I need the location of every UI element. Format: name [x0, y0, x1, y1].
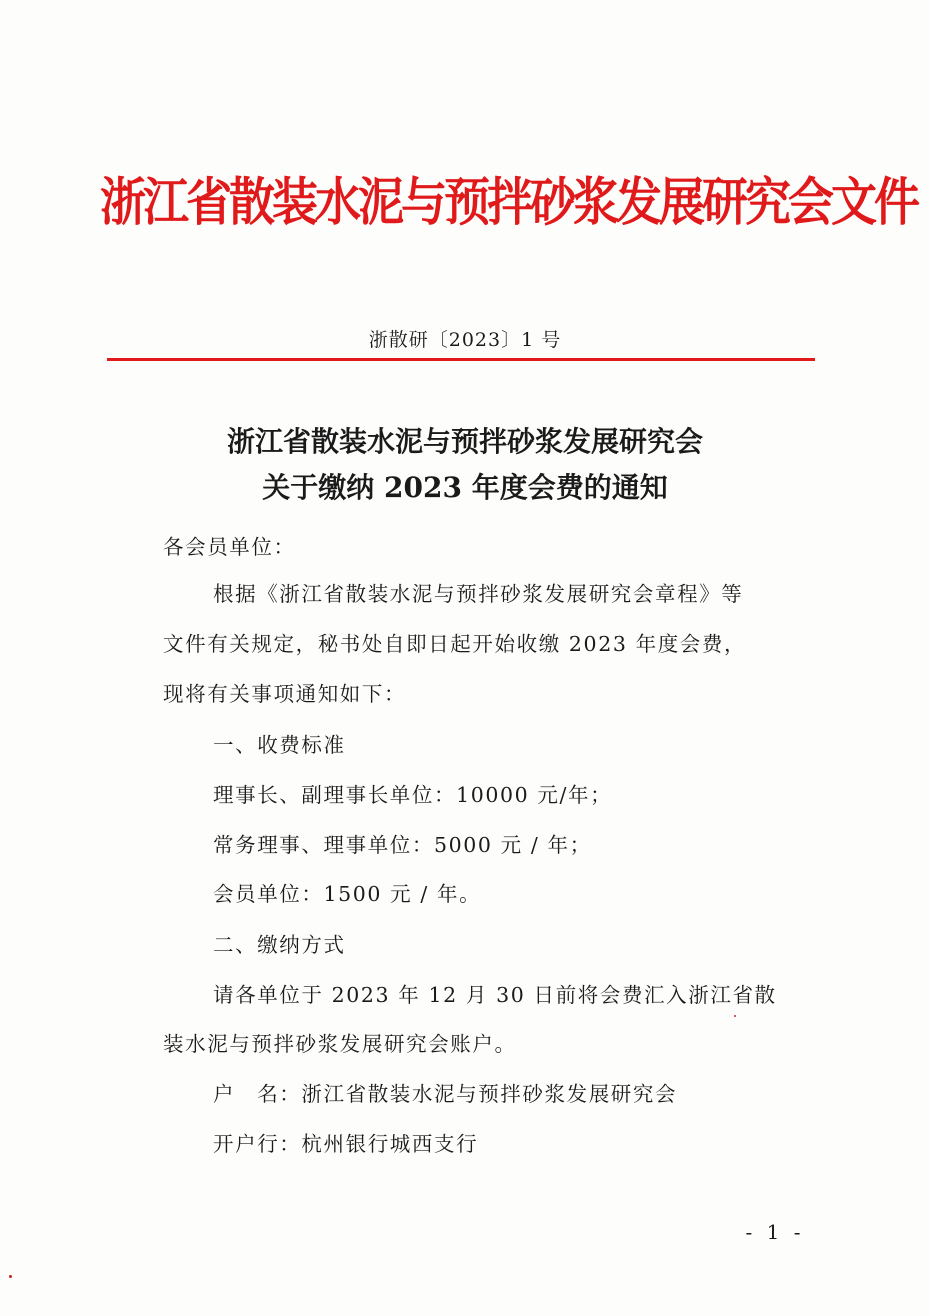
payment-line-2: 装水泥与预拌砂浆发展研究会账户。	[163, 1032, 517, 1056]
notice-title-line-1: 浙江省散装水泥与预拌砂浆发展研究会	[226, 425, 703, 458]
bank-name: 开户行：杭州银行城西支行	[213, 1132, 479, 1156]
document-number: 浙散研〔2023〕1 号	[368, 329, 562, 351]
fee-line-3: 会员单位：1500 元 / 年。	[213, 882, 482, 906]
scan-speck	[734, 1015, 736, 1017]
fee-line-1: 理事长、副理事长单位：10000 元/年；	[213, 783, 613, 807]
section-2-heading: 二、缴纳方式	[213, 933, 346, 957]
scan-speck	[9, 1275, 12, 1278]
file-header-title: 浙江省散装水泥与预拌砂浆发展研究会文件	[100, 172, 917, 233]
intro-line-3: 现将有关事项通知如下：	[163, 682, 407, 706]
salutation: 各会员单位：	[163, 535, 296, 559]
payment-line-1: 请各单位于 2023 年 12 月 30 日前将会费汇入浙江省散	[213, 983, 777, 1007]
notice-title-line-2: 关于缴纳 2023 年度会费的通知	[262, 471, 668, 504]
intro-line-2: 文件有关规定，秘书处自即日起开始收缴 2023 年度会费，	[163, 632, 747, 656]
header-red-rule	[107, 358, 815, 361]
fee-line-2: 常务理事、理事单位：5000 元 / 年；	[213, 833, 592, 857]
page-number: - 1 -	[745, 1220, 805, 1244]
section-1-heading: 一、收费标准	[213, 733, 346, 757]
account-name: 户 名：浙江省散装水泥与预拌砂浆发展研究会	[213, 1082, 678, 1106]
intro-line-1: 根据《浙江省散装水泥与预拌砂浆发展研究会章程》等	[213, 582, 744, 606]
